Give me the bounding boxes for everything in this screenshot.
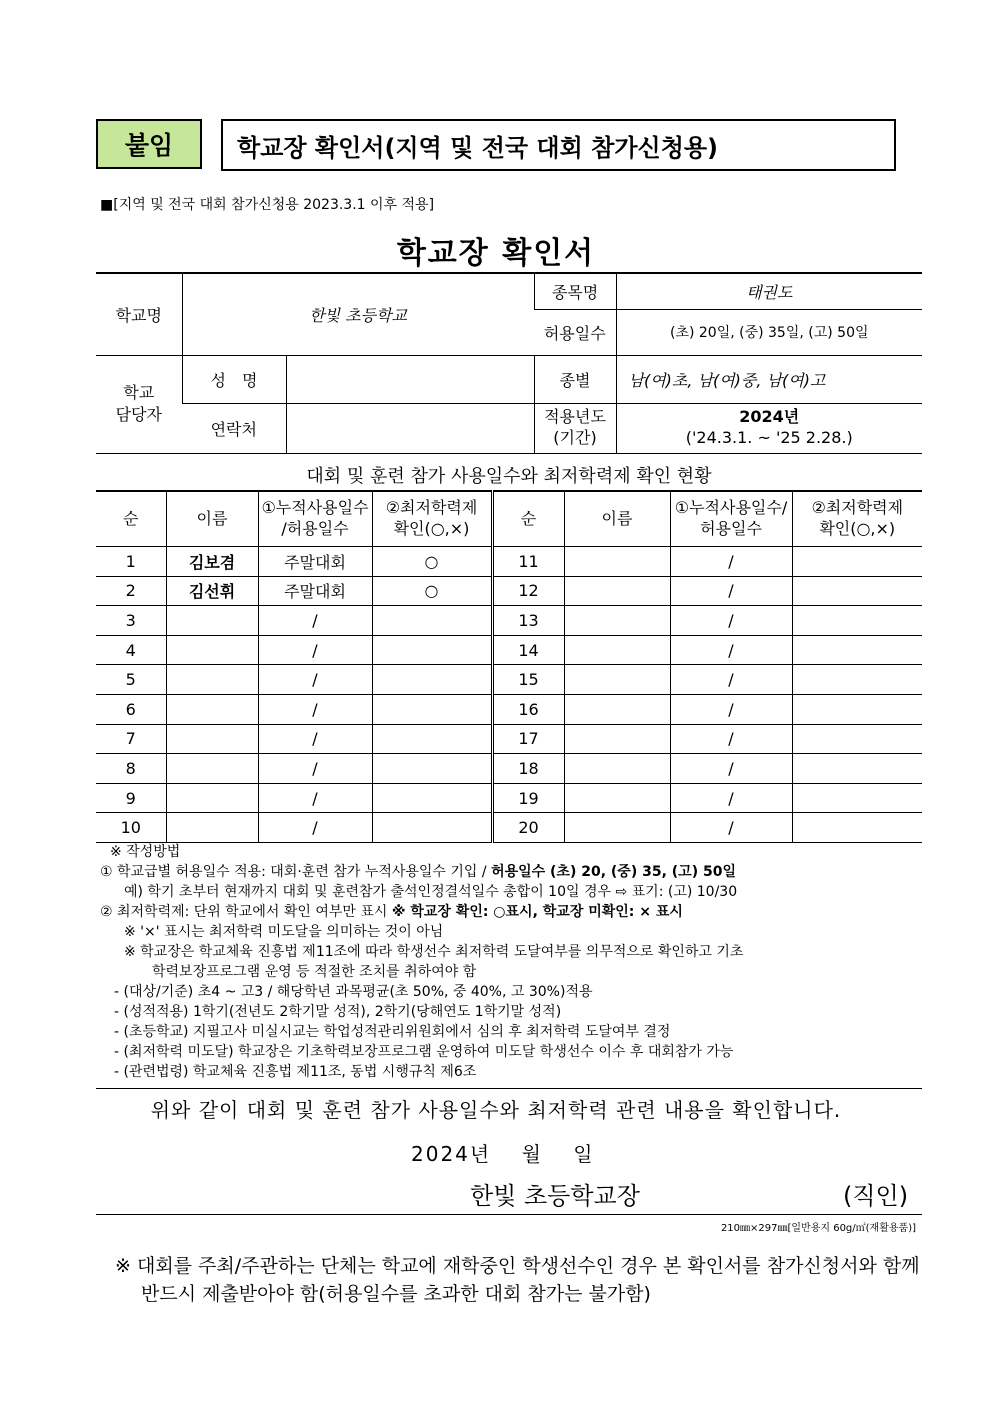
row-no-2: 13	[492, 606, 564, 636]
row-name	[166, 813, 258, 843]
row-days-2: /	[670, 665, 792, 695]
footnote-line-1: ※ 대회를 주최/주관하는 단체는 학교에 재학중인 학생선수인 경우 본 확인서를 참가신청서와 함께	[115, 1255, 920, 1277]
instr-line-5: ※ 학교장은 학교체육 진흥법 제11조에 따라 학생선수 최저학력 도달여부를 의무적으로 확인하고 기초	[124, 944, 744, 960]
row-min	[372, 665, 492, 695]
footnote	[115, 1252, 935, 1308]
row-name	[166, 754, 258, 784]
row-no: 1	[96, 547, 166, 577]
row-min	[372, 606, 492, 636]
row-days: /	[258, 635, 372, 665]
table-row	[96, 813, 922, 843]
row-no-2: 11	[492, 547, 564, 577]
row-no: 9	[96, 783, 166, 813]
signer-name: 한빛 초등학교장	[470, 1182, 640, 1210]
row-min	[372, 635, 492, 665]
row-no-2: 16	[492, 694, 564, 724]
row-name-2	[564, 694, 670, 724]
seal-mark: (직인)	[843, 1182, 909, 1210]
row-name	[166, 635, 258, 665]
instr-line-1: ① 학교급별 허용일수 적용: 대회·훈련 참가 누적사용일수 기입 / 허용일수 (초) 20, (중) 35, (고) 50일	[100, 864, 736, 880]
row-no: 3	[96, 606, 166, 636]
table-row	[96, 754, 922, 784]
row-name-2	[564, 754, 670, 784]
name-label: 성 명	[182, 355, 286, 403]
contact-label: 연락처	[182, 403, 286, 453]
instr-line-8: - (성적적용) 1학기(전년도 2학기말 성적), 2학기(당해연도 1학기말 성적)	[114, 1004, 562, 1020]
allowed-value: (초) 20일, (중) 35일, (고) 50일	[616, 309, 922, 355]
athlete-table	[96, 490, 922, 843]
row-days: /	[258, 606, 372, 636]
table-row	[96, 635, 922, 665]
row-no: 8	[96, 754, 166, 784]
row-name-2	[564, 783, 670, 813]
row-days: /	[258, 665, 372, 695]
event-value: 태권도	[616, 273, 922, 309]
row-min-2	[792, 606, 922, 636]
event-label: 종목명	[534, 273, 616, 309]
gender-label: 종별	[534, 355, 616, 403]
row-days: /	[258, 724, 372, 754]
row-min-2	[792, 576, 922, 606]
row-days-2: /	[670, 576, 792, 606]
year-label: 적용년도 (기간)	[534, 403, 616, 453]
row-name-2	[564, 576, 670, 606]
attachment-badge: 붙임	[96, 119, 202, 169]
row-days: /	[258, 783, 372, 813]
row-no-2: 14	[492, 635, 564, 665]
row-min	[372, 694, 492, 724]
row-min-2	[792, 547, 922, 577]
row-days-2: /	[670, 694, 792, 724]
row-min-2	[792, 813, 922, 843]
table-row	[96, 665, 922, 695]
row-min	[372, 783, 492, 813]
header-min-2: ②최저학력제 확인(○,×)	[792, 491, 922, 547]
row-name	[166, 694, 258, 724]
row-min-2	[792, 724, 922, 754]
table-row	[96, 783, 922, 813]
header-name: 이름	[166, 491, 258, 547]
row-no-2: 18	[492, 754, 564, 784]
row-min: ○	[372, 576, 492, 606]
row-name	[166, 724, 258, 754]
year-cell	[616, 403, 922, 453]
row-name-2	[564, 813, 670, 843]
table-row	[96, 694, 922, 724]
row-min-2	[792, 783, 922, 813]
footnote-line-2: 반드시 제출받아야 함(허용일수를 초과한 대회 참가는 불가함)	[141, 1283, 651, 1305]
row-min	[372, 724, 492, 754]
row-min-2	[792, 754, 922, 784]
main-title: 학교장 확인서	[396, 236, 596, 271]
row-name-2	[564, 606, 670, 636]
row-days: 주말대회	[258, 547, 372, 577]
row-days-2: /	[670, 783, 792, 813]
row-days-2: /	[670, 635, 792, 665]
row-name: 김보겸	[166, 547, 258, 577]
row-min-2	[792, 665, 922, 695]
header-no: 순	[96, 491, 166, 547]
allowed-label: 허용일수	[534, 309, 616, 355]
year-value: 2024년	[739, 407, 800, 427]
row-no: 4	[96, 635, 166, 665]
school-value: 한빛 초등학교	[182, 273, 534, 355]
row-days: /	[258, 813, 372, 843]
instr-line-4: ※ '×' 표시는 최저학력 미도달을 의미하는 것이 아님	[124, 924, 444, 940]
row-name-2	[564, 724, 670, 754]
instr-line-6: 학력보장프로그램 운영 등 적절한 조치를 취하여야 함	[152, 964, 477, 980]
row-no: 5	[96, 665, 166, 695]
row-days: /	[258, 754, 372, 784]
row-min-2	[792, 635, 922, 665]
instr-line-7: - (대상/기준) 초4 ~ 고3 / 해당학년 과목평균(초 50%, 중 40%, 고 30%)적용	[114, 984, 593, 1000]
instr-line-11: - (관련법령) 학교체육 진흥법 제11조, 동법 시행규칙 제6조	[114, 1064, 477, 1080]
row-min	[372, 813, 492, 843]
row-days-2: /	[670, 606, 792, 636]
row-min	[372, 754, 492, 784]
row-name	[166, 783, 258, 813]
row-no: 2	[96, 576, 166, 606]
date-line: 2024년 월 일	[411, 1142, 595, 1166]
row-no: 10	[96, 813, 166, 843]
header-days-2: ①누적사용일수/ 허용일수	[670, 491, 792, 547]
row-no-2: 15	[492, 665, 564, 695]
applies-note: ■[지역 및 전국 대회 참가신청용 2023.3.1 이후 적용]	[100, 197, 435, 213]
header-name-2: 이름	[564, 491, 670, 547]
row-name	[166, 665, 258, 695]
row-name-2	[564, 547, 670, 577]
header-min: ②최저학력제 확인(○,×)	[372, 491, 492, 547]
row-min-2	[792, 694, 922, 724]
instructions	[100, 842, 930, 1082]
status-title: 대회 및 훈련 참가 사용일수와 최저학력제 확인 현황	[306, 466, 712, 487]
row-days-2: /	[670, 754, 792, 784]
divider-top	[96, 1088, 922, 1089]
gender-value: 남(여)초, 남(여)중, 남(여)고	[616, 355, 922, 403]
row-days-2: /	[670, 547, 792, 577]
period-value: ('24.3.1. ~ '25 2.28.)	[685, 428, 853, 447]
manager-label: 학교 담당자	[96, 355, 182, 453]
row-name: 김선휘	[166, 576, 258, 606]
instr-line-9: - (초등학교) 지필고사 미실시교는 학업성적관리위원회에서 심의 후 최저학력 도달여부 결정	[114, 1024, 671, 1040]
divider-bottom	[96, 1214, 922, 1215]
row-days-2: /	[670, 724, 792, 754]
instr-heading: ※ 작성방법	[110, 844, 181, 860]
row-days: 주말대회	[258, 576, 372, 606]
row-days-2: /	[670, 813, 792, 843]
row-no-2: 17	[492, 724, 564, 754]
instr-line-3: ② 최저학력제: 단위 학교에서 확인 여부만 표시 ※ 학교장 확인: ○표시, 학교장 미확인: × 표시	[100, 904, 683, 920]
contact-value[interactable]	[286, 403, 534, 453]
header-no-2: 순	[492, 491, 564, 547]
instr-line-10: - (최저학력 미도달) 학교장은 기초학력보장프로그램 운영하여 미도달 학생선수 이수 후 대회참가 가능	[114, 1044, 734, 1060]
row-days: /	[258, 694, 372, 724]
table-row	[96, 576, 922, 606]
row-no: 7	[96, 724, 166, 754]
instr-line-2: 예) 학기 초부터 현재까지 대회 및 훈련참가 출석인정결석일수 총합이 10일 경우 ⇨ 표기: (고) 10/30	[124, 884, 738, 900]
table-row	[96, 606, 922, 636]
name-value[interactable]	[286, 355, 534, 403]
table-row	[96, 547, 922, 577]
row-name-2	[564, 665, 670, 695]
row-no-2: 12	[492, 576, 564, 606]
row-no-2: 19	[492, 783, 564, 813]
row-name	[166, 606, 258, 636]
school-label: 학교명	[96, 273, 182, 355]
info-table	[96, 272, 922, 454]
document-header-title: 학교장 확인서(지역 및 전국 대회 참가신청용)	[221, 119, 896, 171]
row-min: ○	[372, 547, 492, 577]
paper-note: 210㎜×297㎜[일반용지 60g/㎡(재활용품)]	[720, 1223, 916, 1234]
row-no: 6	[96, 694, 166, 724]
row-no-2: 20	[492, 813, 564, 843]
confirm-text: 위와 같이 대회 및 훈련 참가 사용일수와 최저학력 관련 내용을 확인합니다.	[150, 1098, 842, 1122]
header-days: ①누적사용일수 /허용일수	[258, 491, 372, 547]
row-name-2	[564, 635, 670, 665]
table-row	[96, 724, 922, 754]
